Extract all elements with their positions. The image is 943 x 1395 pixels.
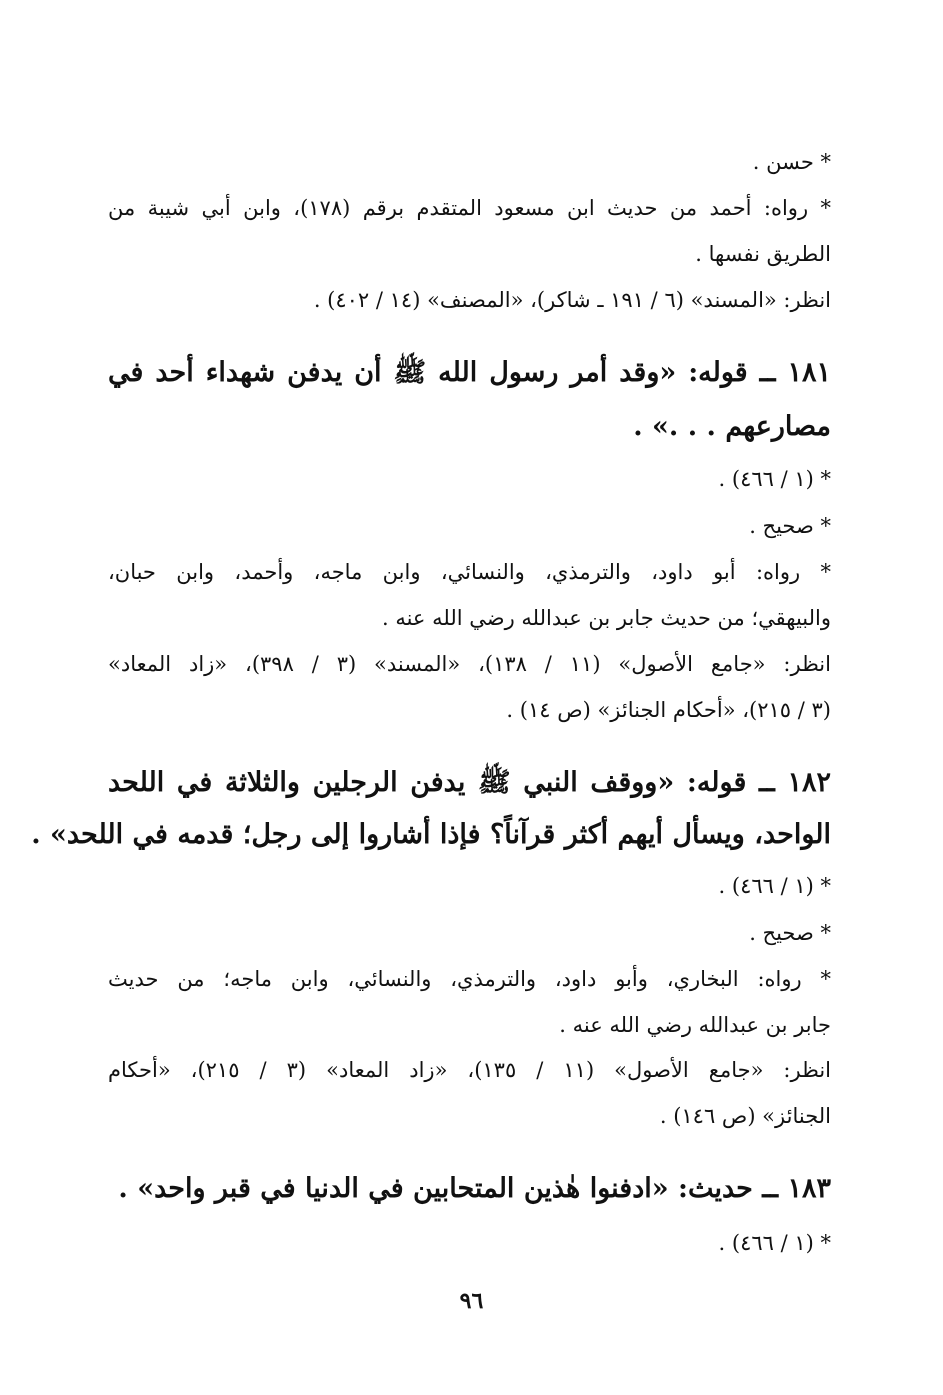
volume-ref: * (١ / ٤٦٦) . [718, 874, 831, 898]
entry-183-heading: ١٨٣ ــ حديث: «ادفنوا هٰذين المتحابين في الدنيا في قبر واحد» . [118, 1173, 831, 1204]
volume-ref: * (١ / ٤٦٦) . [718, 467, 831, 491]
page-number: ٩٦ [459, 1288, 484, 1314]
reference-line: انظر: «المسند» (٦ / ١٩١ ـ شاكر)، «المصنف» (١٤ / ٤٠٢) . [313, 288, 831, 312]
reference-line: (٣ / ٢١٥)، «أحكام الجنائز» (ص ١٤) . [506, 698, 831, 722]
entry-181-heading: ١٨١ ــ قوله: «وقد أمر رسول الله ﷺ أن يدفن شهداء أحد في [108, 357, 831, 388]
entry-182-heading-cont: الواحد، ويسأل أيهم أكثر قرآناً؟ فإذا أشاروا إلى رجل؛ قدمه في اللحد» . [31, 819, 831, 850]
narration-line: * رواه: البخاري، وأبو داود، والترمذي، والنسائي، وابن ماجه؛ من حديث [108, 967, 831, 991]
narration-line: جابر بن عبدالله رضي الله عنه . [559, 1013, 831, 1037]
grade-line: * صحيح . [749, 921, 831, 945]
narration-line: * رواه: أحمد من حديث ابن مسعود المتقدم برقم (١٧٨)، وابن أبي شيبة من [108, 196, 831, 220]
reference-line: الجنائز» (ص ١٤٦) . [659, 1104, 831, 1128]
reference-line: انظر: «جامع الأصول» (١١ / ١٣٨)، «المسند» (٣ / ٣٩٨)، «زاد المعاد» [108, 652, 831, 676]
reference-line: انظر: «جامع الأصول» (١١ / ١٣٥)، «زاد المعاد» (٣ / ٢١٥)، «أحكام [108, 1058, 832, 1082]
grade-line: * حسن . [752, 150, 831, 174]
narration-line: والبيهقي؛ من حديث جابر بن عبدالله رضي الله عنه . [381, 606, 831, 630]
narration-line: * رواه: أبو داود، والترمذي، والنسائي، وابن ماجه، وأحمد، وابن حبان، [108, 560, 831, 584]
entry-181-heading-cont: مصارعهم . . .» . [633, 411, 831, 442]
grade-line: * صحيح . [749, 514, 831, 538]
volume-ref: * (١ / ٤٦٦) . [718, 1231, 831, 1255]
narration-line: الطريق نفسها . [695, 242, 831, 266]
entry-182-heading: ١٨٢ ــ قوله: «ووقف النبي ﷺ يدفن الرجلين والثلاثة في اللحد [108, 767, 831, 798]
